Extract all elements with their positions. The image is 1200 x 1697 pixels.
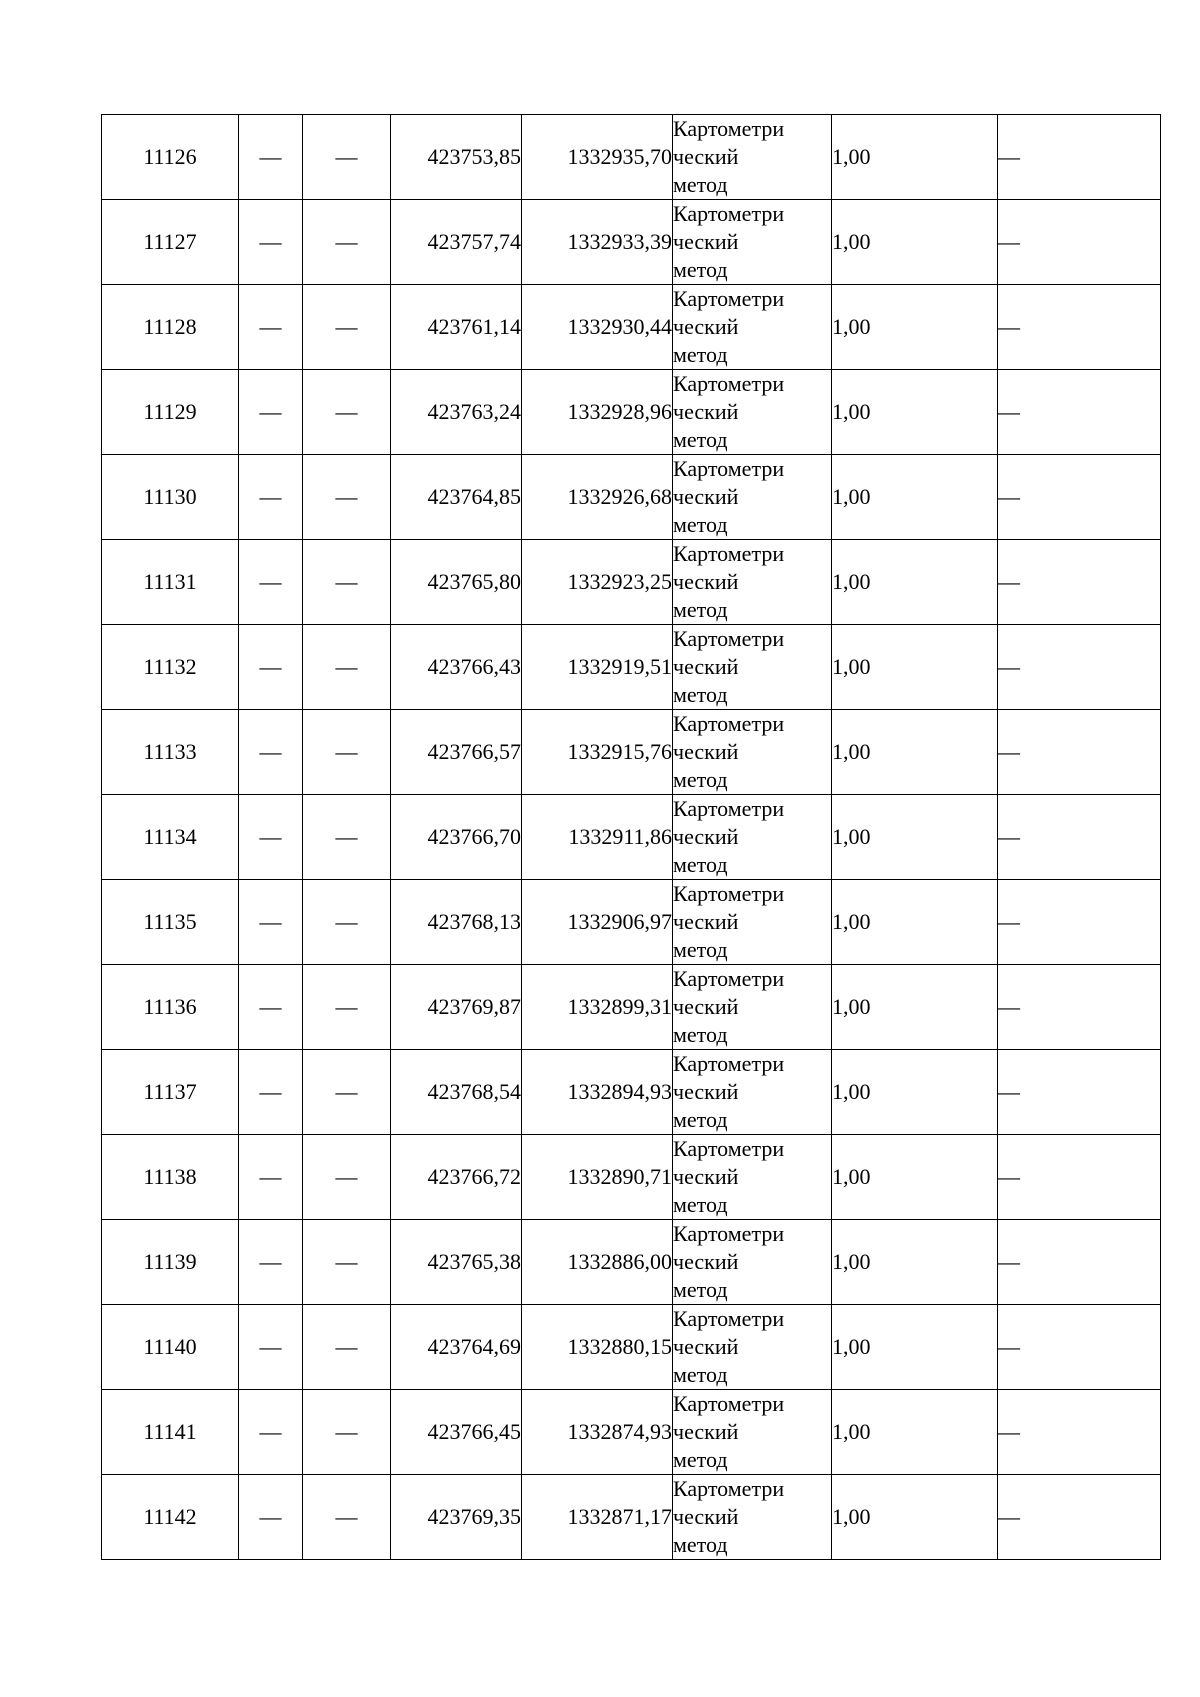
method-cell — [673, 1050, 832, 1135]
empty-dash-cell: — — [998, 880, 1161, 965]
point-number-cell: 11141 — [102, 1390, 239, 1475]
accuracy-cell: 1,00 — [832, 115, 998, 200]
method-text-line: ческий — [673, 144, 739, 169]
empty-dash-cell: — — [303, 710, 391, 795]
empty-dash-cell: — — [303, 965, 391, 1050]
method-cell — [673, 1305, 832, 1390]
x-coordinate-cell: 423761,14 — [391, 285, 522, 370]
method-cell — [673, 1220, 832, 1305]
method-text-line: Картометри — [673, 116, 785, 141]
y-coordinate-cell: 1332899,31 — [522, 965, 673, 1050]
y-coordinate-cell: 1332928,96 — [522, 370, 673, 455]
empty-dash-cell: — — [239, 710, 303, 795]
empty-dash-cell: — — [998, 115, 1161, 200]
method-text-line: Картометри — [673, 1136, 785, 1161]
method-text-line: метод — [673, 512, 728, 537]
table-row — [102, 795, 1161, 880]
empty-dash-cell: — — [998, 1475, 1161, 1560]
accuracy-cell: 1,00 — [832, 710, 998, 795]
x-coordinate-cell: 423766,70 — [391, 795, 522, 880]
method-text-line: метод — [673, 1362, 728, 1387]
method-text-line: ческий — [673, 1504, 739, 1529]
empty-dash-cell: — — [239, 370, 303, 455]
empty-dash-cell: — — [239, 540, 303, 625]
method-text-line: Картометри — [673, 371, 785, 396]
table-body — [102, 115, 1161, 1560]
method-text-line: метод — [673, 597, 728, 622]
point-number-cell: 11136 — [102, 965, 239, 1050]
x-coordinate-cell: 423766,72 — [391, 1135, 522, 1220]
empty-dash-cell: — — [303, 1390, 391, 1475]
y-coordinate-cell: 1332923,25 — [522, 540, 673, 625]
method-cell — [673, 795, 832, 880]
method-text-line: Картометри — [673, 881, 785, 906]
empty-dash-cell: — — [303, 1220, 391, 1305]
empty-dash-cell: — — [239, 1050, 303, 1135]
accuracy-cell: 1,00 — [832, 965, 998, 1050]
method-text-line: Картометри — [673, 286, 785, 311]
method-text-line: Картометри — [673, 796, 785, 821]
point-number-cell: 11139 — [102, 1220, 239, 1305]
table-row — [102, 1135, 1161, 1220]
x-coordinate-cell: 423757,74 — [391, 200, 522, 285]
table-row — [102, 200, 1161, 285]
empty-dash-cell: — — [303, 540, 391, 625]
y-coordinate-cell: 1332915,76 — [522, 710, 673, 795]
accuracy-cell: 1,00 — [832, 1135, 998, 1220]
y-coordinate-cell: 1332874,93 — [522, 1390, 673, 1475]
point-number-cell: 11131 — [102, 540, 239, 625]
accuracy-cell: 1,00 — [832, 370, 998, 455]
empty-dash-cell: — — [239, 200, 303, 285]
method-text-line: метод — [673, 1447, 728, 1472]
accuracy-cell: 1,00 — [832, 455, 998, 540]
empty-dash-cell: — — [998, 370, 1161, 455]
method-text-line: ческий — [673, 1164, 739, 1189]
accuracy-cell: 1,00 — [832, 1475, 998, 1560]
method-text-line: Картометри — [673, 711, 785, 736]
method-text-line: метод — [673, 1022, 728, 1047]
point-number-cell: 11138 — [102, 1135, 239, 1220]
empty-dash-cell: — — [998, 795, 1161, 880]
empty-dash-cell: — — [239, 1305, 303, 1390]
empty-dash-cell: — — [998, 1050, 1161, 1135]
method-text-line: метод — [673, 342, 728, 367]
point-number-cell: 11126 — [102, 115, 239, 200]
empty-dash-cell: — — [303, 1135, 391, 1220]
x-coordinate-cell: 423766,43 — [391, 625, 522, 710]
method-text-line: Картометри — [673, 966, 785, 991]
x-coordinate-cell: 423769,35 — [391, 1475, 522, 1560]
empty-dash-cell: — — [239, 115, 303, 200]
empty-dash-cell: — — [303, 880, 391, 965]
method-text-line: метод — [673, 1277, 728, 1302]
method-text-line: ческий — [673, 1079, 739, 1104]
method-text-line: метод — [673, 1532, 728, 1557]
method-cell — [673, 115, 832, 200]
empty-dash-cell: — — [303, 1475, 391, 1560]
method-text-line: Картометри — [673, 1221, 785, 1246]
method-text-line: ческий — [673, 909, 739, 934]
accuracy-cell: 1,00 — [832, 1390, 998, 1475]
y-coordinate-cell: 1332926,68 — [522, 455, 673, 540]
method-cell — [673, 1390, 832, 1475]
method-text-line: ческий — [673, 314, 739, 339]
point-number-cell: 11135 — [102, 880, 239, 965]
method-text-line: ческий — [673, 1249, 739, 1274]
y-coordinate-cell: 1332886,00 — [522, 1220, 673, 1305]
y-coordinate-cell: 1332911,86 — [522, 795, 673, 880]
empty-dash-cell: — — [303, 1050, 391, 1135]
y-coordinate-cell: 1332880,15 — [522, 1305, 673, 1390]
table-row — [102, 880, 1161, 965]
method-text-line: ческий — [673, 994, 739, 1019]
table-row — [102, 455, 1161, 540]
table-row — [102, 1220, 1161, 1305]
empty-dash-cell: — — [239, 880, 303, 965]
empty-dash-cell: — — [303, 370, 391, 455]
empty-dash-cell: — — [303, 200, 391, 285]
empty-dash-cell: — — [998, 625, 1161, 710]
method-cell — [673, 200, 832, 285]
empty-dash-cell: — — [303, 285, 391, 370]
point-number-cell: 11132 — [102, 625, 239, 710]
point-number-cell: 11128 — [102, 285, 239, 370]
method-text-line: метод — [673, 172, 728, 197]
accuracy-cell: 1,00 — [832, 285, 998, 370]
y-coordinate-cell: 1332871,17 — [522, 1475, 673, 1560]
method-text-line: метод — [673, 427, 728, 452]
accuracy-cell: 1,00 — [832, 200, 998, 285]
x-coordinate-cell: 423766,45 — [391, 1390, 522, 1475]
method-text-line: Картометри — [673, 1391, 785, 1416]
method-text-line: Картометри — [673, 626, 785, 651]
table-row — [102, 1390, 1161, 1475]
method-text-line: ческий — [673, 484, 739, 509]
point-number-cell: 11129 — [102, 370, 239, 455]
accuracy-cell: 1,00 — [832, 540, 998, 625]
x-coordinate-cell: 423766,57 — [391, 710, 522, 795]
empty-dash-cell: — — [303, 795, 391, 880]
x-coordinate-cell: 423765,38 — [391, 1220, 522, 1305]
table-row — [102, 1475, 1161, 1560]
empty-dash-cell: — — [998, 285, 1161, 370]
method-text-line: ческий — [673, 1419, 739, 1444]
method-cell — [673, 285, 832, 370]
method-text-line: ческий — [673, 229, 739, 254]
empty-dash-cell: — — [239, 625, 303, 710]
coordinates-table — [101, 114, 1161, 1560]
empty-dash-cell: — — [239, 285, 303, 370]
y-coordinate-cell: 1332930,44 — [522, 285, 673, 370]
accuracy-cell: 1,00 — [832, 1050, 998, 1135]
y-coordinate-cell: 1332935,70 — [522, 115, 673, 200]
point-number-cell: 11137 — [102, 1050, 239, 1135]
method-text-line: ческий — [673, 399, 739, 424]
empty-dash-cell: — — [303, 625, 391, 710]
method-text-line: Картометри — [673, 456, 785, 481]
table-row — [102, 540, 1161, 625]
method-text-line: метод — [673, 682, 728, 707]
method-text-line: метод — [673, 1107, 728, 1132]
table-row — [102, 625, 1161, 710]
empty-dash-cell: — — [239, 455, 303, 540]
method-text-line: Картометри — [673, 1051, 785, 1076]
method-text-line: ческий — [673, 824, 739, 849]
table-row — [102, 710, 1161, 795]
method-cell — [673, 625, 832, 710]
x-coordinate-cell: 423769,87 — [391, 965, 522, 1050]
point-number-cell: 11142 — [102, 1475, 239, 1560]
y-coordinate-cell: 1332919,51 — [522, 625, 673, 710]
empty-dash-cell: — — [998, 540, 1161, 625]
empty-dash-cell: — — [239, 1475, 303, 1560]
accuracy-cell: 1,00 — [832, 795, 998, 880]
method-text-line: Картометри — [673, 1476, 785, 1501]
table-row — [102, 1305, 1161, 1390]
method-cell — [673, 370, 832, 455]
method-cell — [673, 880, 832, 965]
method-text-line: Картометри — [673, 1306, 785, 1331]
method-cell — [673, 540, 832, 625]
empty-dash-cell: — — [239, 965, 303, 1050]
method-text-line: метод — [673, 1192, 728, 1217]
method-text-line: ческий — [673, 569, 739, 594]
empty-dash-cell: — — [239, 795, 303, 880]
method-text-line: метод — [673, 937, 728, 962]
method-text-line: ческий — [673, 739, 739, 764]
method-text-line: Картометри — [673, 541, 785, 566]
y-coordinate-cell: 1332890,71 — [522, 1135, 673, 1220]
method-cell — [673, 1135, 832, 1220]
empty-dash-cell: — — [998, 1135, 1161, 1220]
empty-dash-cell: — — [303, 1305, 391, 1390]
accuracy-cell: 1,00 — [832, 1305, 998, 1390]
y-coordinate-cell: 1332906,97 — [522, 880, 673, 965]
x-coordinate-cell: 423763,24 — [391, 370, 522, 455]
empty-dash-cell: — — [303, 115, 391, 200]
x-coordinate-cell: 423768,54 — [391, 1050, 522, 1135]
empty-dash-cell: — — [998, 1305, 1161, 1390]
method-cell — [673, 710, 832, 795]
empty-dash-cell: — — [998, 965, 1161, 1050]
table-row — [102, 285, 1161, 370]
point-number-cell: 11140 — [102, 1305, 239, 1390]
empty-dash-cell: — — [239, 1135, 303, 1220]
table-row — [102, 965, 1161, 1050]
x-coordinate-cell: 423768,13 — [391, 880, 522, 965]
method-cell — [673, 965, 832, 1050]
method-cell — [673, 1475, 832, 1560]
accuracy-cell: 1,00 — [832, 1220, 998, 1305]
method-cell — [673, 455, 832, 540]
accuracy-cell: 1,00 — [832, 880, 998, 965]
table-row — [102, 115, 1161, 200]
method-text-line: метод — [673, 767, 728, 792]
x-coordinate-cell: 423764,69 — [391, 1305, 522, 1390]
accuracy-cell: 1,00 — [832, 625, 998, 710]
table-row — [102, 1050, 1161, 1135]
x-coordinate-cell: 423753,85 — [391, 115, 522, 200]
x-coordinate-cell: 423764,85 — [391, 455, 522, 540]
empty-dash-cell: — — [998, 455, 1161, 540]
empty-dash-cell: — — [303, 455, 391, 540]
method-text-line: ческий — [673, 1334, 739, 1359]
method-text-line: Картометри — [673, 201, 785, 226]
method-text-line: метод — [673, 852, 728, 877]
point-number-cell: 11134 — [102, 795, 239, 880]
point-number-cell: 11127 — [102, 200, 239, 285]
point-number-cell: 11130 — [102, 455, 239, 540]
point-number-cell: 11133 — [102, 710, 239, 795]
empty-dash-cell: — — [998, 1390, 1161, 1475]
method-text-line: ческий — [673, 654, 739, 679]
y-coordinate-cell: 1332933,39 — [522, 200, 673, 285]
empty-dash-cell: — — [998, 710, 1161, 795]
method-text-line: метод — [673, 257, 728, 282]
empty-dash-cell: — — [998, 200, 1161, 285]
empty-dash-cell: — — [998, 1220, 1161, 1305]
y-coordinate-cell: 1332894,93 — [522, 1050, 673, 1135]
empty-dash-cell: — — [239, 1390, 303, 1475]
x-coordinate-cell: 423765,80 — [391, 540, 522, 625]
empty-dash-cell: — — [239, 1220, 303, 1305]
table-row — [102, 370, 1161, 455]
